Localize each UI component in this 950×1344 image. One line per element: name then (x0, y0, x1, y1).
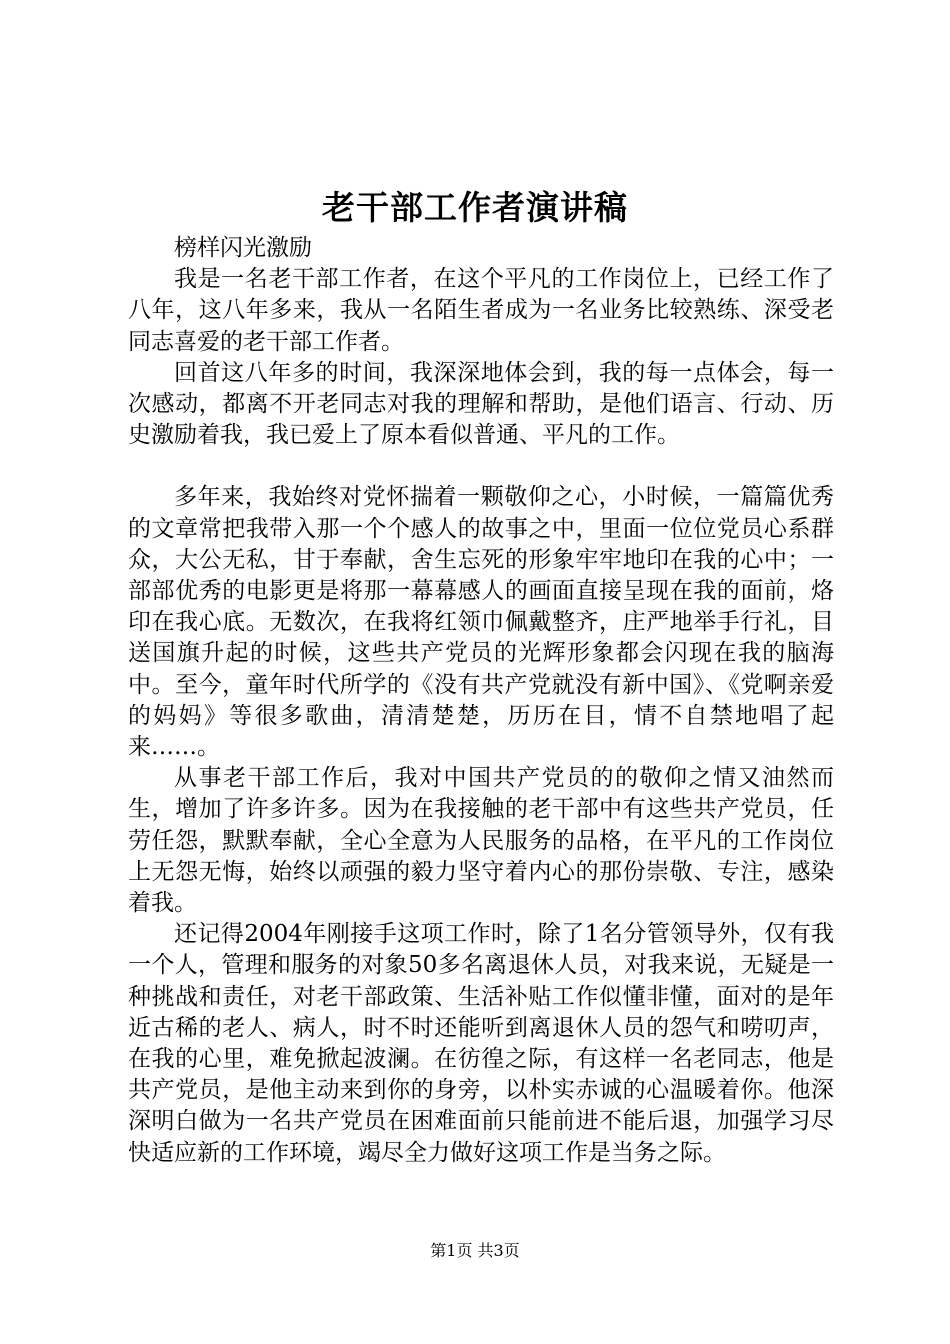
paragraph-1: 我是一名老干部工作者，在这个平凡的工作岗位上，已经工作了八年，这八年多来，我从一名陌生者成为一名业务比较熟练、深受老同志喜爱的老干部工作者。 (128, 266, 834, 355)
document-subtitle: 榜样闪光激励 (174, 235, 312, 261)
paragraph-5: 还记得2004年刚接手这项工作时，除了1名分管领导外，仅有我一个人，管理和服务的对象50多名离退休人员，对我来说，无疑是一种挑战和责任，对老干部政策、生活补贴工作似懂非懂，面对的是年近古稀的老人、病人，时不时还能听到离退休人员的怨气和唠叨声，在我的心里，难免掀起波澜。在彷徨之际，有这样一名老同志，他是共产党员，是他主动来到你的身旁，以朴实赤诚的心温暖着你。他深深明白做为一名共产党员在困难面前只能前进不能后退，加强学习尽快适应新的工作环境，竭尽全力做好这项工作是当务之际。 (128, 921, 834, 1166)
paragraph-spacer (128, 451, 834, 482)
document-title: 老干部工作者演讲稿 (322, 188, 628, 227)
paragraph-2: 回首这八年多的时间，我深深地体会到，我的每一点体会，每一次感动，都离不开老同志对我的理解和帮助，是他们语言、行动、历史激励着我，我已爱上了原本看似普通、平凡的工作。 (128, 359, 834, 449)
document-body (128, 233, 834, 1169)
paragraph-3: 多年来，我始终对党怀揣着一颗敬仰之心，小时候，一篇篇优秀的文章常把我带入那一个个感人的故事之中，里面一位位党员心系群众，大公无私，甘于奉献，舍生忘死的形象牢牢地印在我的心中；一部部优秀的电影更是将那一幕幕感人的画面直接呈现在我的面前，烙印在我心底。无数次，在我将红领巾佩戴整齐，庄严地举手行礼，目送国旗升起的时候，这些共产党员的光辉形象都会闪现在我的脑海中。至今，童年时代所学的《没有共产党就没有新中国》、《党啊亲爱的妈妈》等很多歌曲，清清楚楚，历历在目，情不自禁地唱了起来……。 (128, 484, 834, 761)
page-footer: 第1页 共3页 (430, 1241, 520, 1260)
paragraph-4: 从事老干部工作后，我对中国共产党员的的敬仰之情又油然而生，增加了许多许多。因为在我接触的老干部中有这些共产党员，任劳任怨，默默奉献，全心全意为人民服务的品格，在平凡的工作岗位上无怨无悔，始终以顽强的毅力坚守着内心的那份崇敬、专注，感染着我。 (128, 765, 834, 917)
